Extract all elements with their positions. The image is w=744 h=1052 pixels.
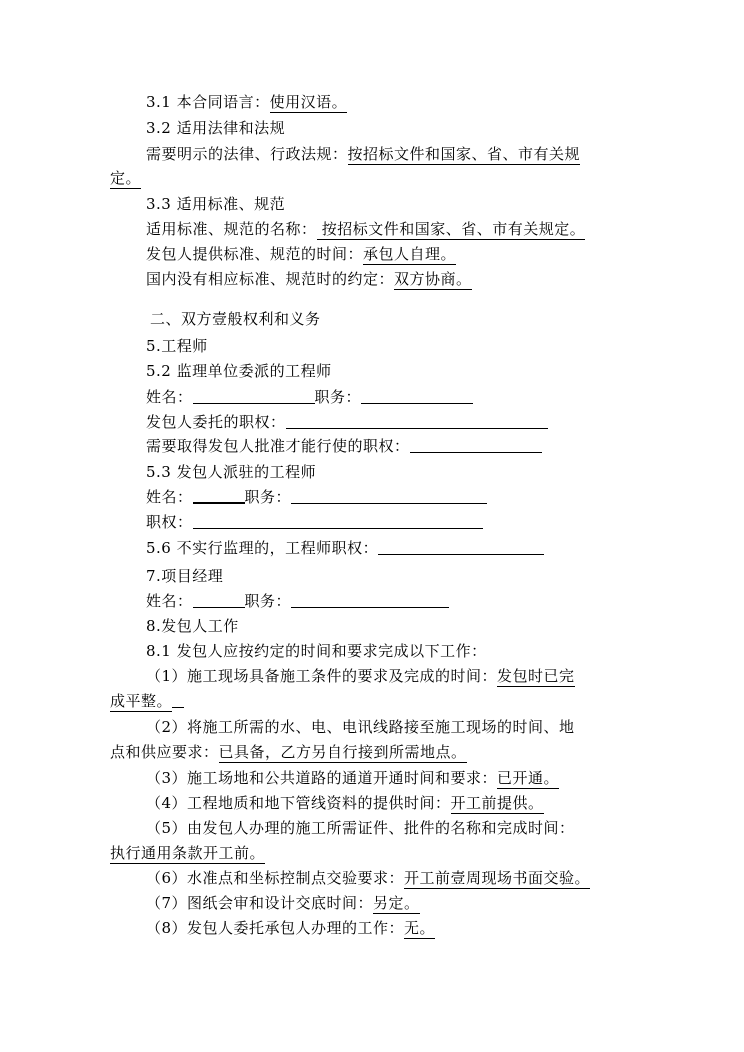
clause-3-1 [146,92,347,112]
clause-5-2-title: 5.2 监理单位委派的工程师 [146,362,332,380]
item-1 [146,666,575,686]
item-value: 已开通。 [497,769,560,787]
clause-3-2-cont [110,168,141,188]
clause-3-3-none [146,269,472,289]
clause-label: 需要明示的法律、行政法规： [146,145,348,163]
power-blank[interactable] [378,539,544,555]
name-blank[interactable] [193,592,245,608]
clause-3-3-time [146,244,456,264]
item-2: （2）将施工所需的水、电、电讯线路接至施工现场的时间、地 [146,718,575,736]
clause-label: 5.6 不实行监理的，工程师职权： [146,539,379,557]
item-3 [146,768,559,788]
clause-label: 3.1 本合同语言： [146,93,270,111]
power-label: 职权： [146,513,193,531]
clause-5-title: 5.工程师 [146,337,208,355]
clause-7-title: 7.项目经理 [146,567,224,585]
item-label: （8）发包人委托承包人办理的工作： [146,919,405,937]
clause-3-2-title: 3.2 适用法律和法规 [146,119,286,137]
auth-label: 发包人委托的职权： [146,413,286,431]
approve-blank[interactable] [410,437,542,453]
item-value: 开工前提供。 [450,794,544,812]
item-7 [146,893,420,913]
clause-label: 适用标准、规范的名称： [146,220,317,238]
clause-value: 按招标文件和国家、省、市有关规定。 [316,220,586,238]
item-value: 执行通用条款开工前。 [110,844,266,862]
clause-8-title: 8.发包人工作 [146,617,239,635]
clause-value: 按招标文件和国家、省、市有关规 [347,145,581,163]
name-label: 姓名： [146,592,193,610]
item-4 [146,793,544,813]
clause-value: 双方协商。 [394,270,472,288]
item-label: （4）工程地质和地下管线资料的提供时间： [146,794,451,812]
item-label: （6）水准点和坐标控制点交验要求： [146,869,405,887]
job-blank[interactable] [291,488,487,504]
item-5: （5）由发包人办理的施工所需证件、批件的名称和完成时间： [146,819,575,837]
clause-value: 承包人自理。 [363,245,457,263]
item-value: 已具备，乙方另自行接到所需地点。 [218,743,467,761]
item-value: 成平整。 [110,692,173,710]
clause-label: 发包人提供标准、规范的时间： [146,245,364,263]
clause-7-name-row [146,591,449,611]
clause-3-3-title: 3.3 适用标准、规范 [146,195,286,213]
name-label: 姓名： [146,388,193,406]
job-blank[interactable] [361,388,473,404]
clause-3-2-line [146,144,580,164]
job-label: 职务： [314,388,362,406]
clause-5-3-title: 5.3 发包人派驻的工程师 [146,463,317,481]
clause-value: 定。 [110,169,142,187]
item-2-cont [110,742,467,762]
name-blank[interactable] [193,388,315,404]
job-label: 职务： [244,592,292,610]
clause-5-6 [146,538,544,558]
power-blank[interactable] [193,513,483,529]
name-blank[interactable] [193,487,245,504]
approve-label: 需要取得发包人批准才能行使的职权： [146,437,410,455]
item-5-cont [110,843,265,863]
name-label: 姓名： [146,488,193,506]
item-label: （1）施工现场具备施工条件的要求及完成的时间： [146,667,498,685]
item-value: 无。 [404,919,436,937]
item-value: 发包时已完 [497,667,575,685]
item-label: （7）图纸会审和设计交底时间： [146,894,374,912]
clause-5-2-name-row [146,387,473,407]
clause-label: 国内没有相应标准、规范时的约定： [146,270,395,288]
job-label: 职务： [244,488,292,506]
item-1-cont [110,691,184,711]
clause-5-2-auth [146,412,548,432]
item-8 [146,918,435,938]
item-label: 点和供应要求： [110,743,219,761]
auth-blank[interactable] [286,413,548,429]
clause-5-3-name-row [146,487,487,507]
item-6 [146,868,590,888]
item-value-tail [172,692,184,708]
job-blank[interactable] [291,592,449,608]
clause-5-3-power [146,512,483,532]
clause-3-3-name [146,219,585,239]
item-value: 开工前壹周现场书面交验。 [404,869,591,887]
clause-value: 使用汉语。 [269,93,348,111]
clause-8-1: 8.1 发包人应按约定的时间和要求完成以下工作： [146,642,487,660]
section-2-title: 二、双方壹般权利和义务 [150,310,321,328]
item-value: 另定。 [373,894,420,912]
item-label: （3）施工场地和公共道路的通道开通时间和要求： [146,769,498,787]
clause-5-2-approve [146,436,542,456]
